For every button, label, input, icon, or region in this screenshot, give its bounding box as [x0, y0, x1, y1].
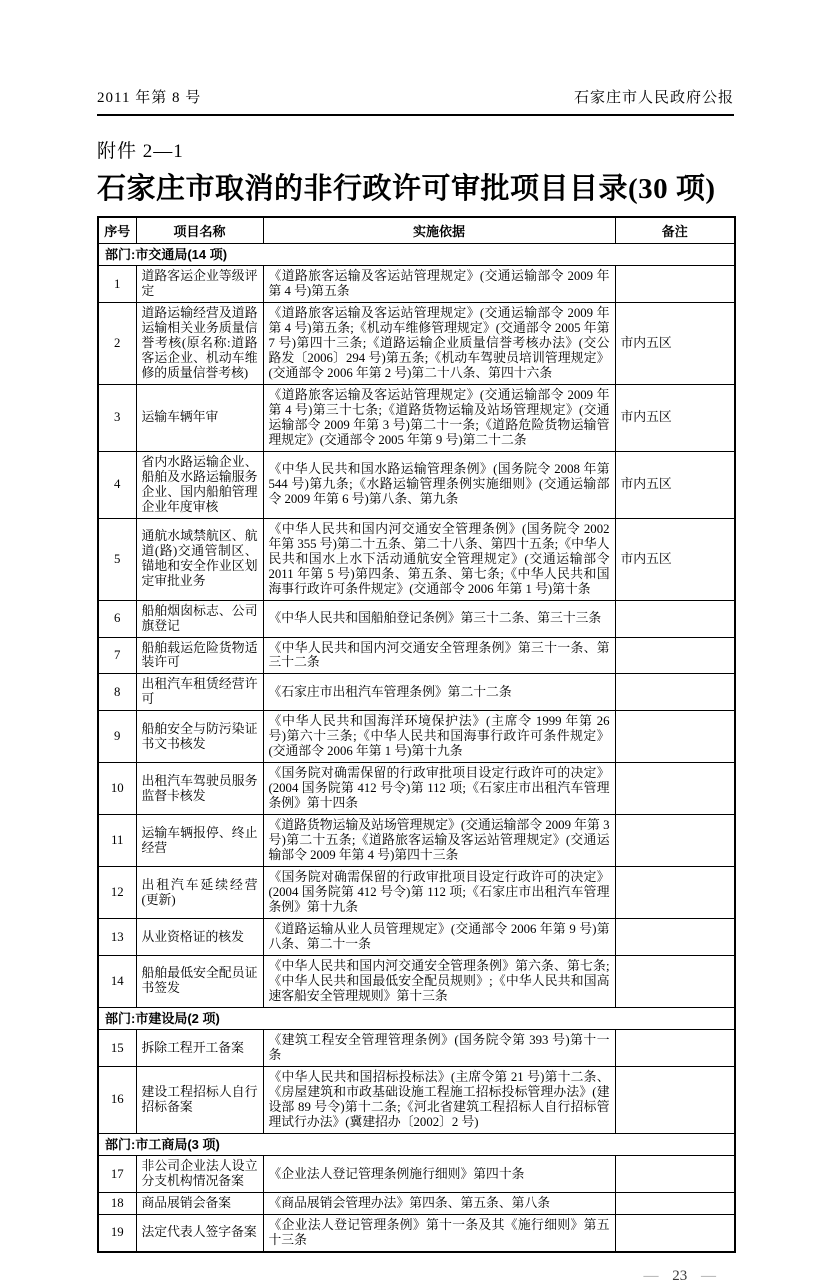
table-row: [98, 815, 735, 867]
table-row: [98, 1156, 735, 1193]
footer-dash-left: —: [643, 1267, 659, 1284]
item-name-cell: 船舶最低安全配员证书签发: [136, 955, 263, 1007]
item-name-cell: 道路运输经营及道路运输相关业务质量信誉考核(原名称:道路客运企业、机动车维修的质量信誉考核): [136, 303, 263, 385]
row-number-cell: 13: [98, 919, 136, 956]
basis-cell: 《道路货物运输及站场管理规定》(交通运输部令 2009 年第 3 号)第二十五条;《道路旅客运输及客运站管理规定》(交通运输部令 2009 年第 4 号)第四十三条: [263, 815, 615, 867]
basis-cell: 《道路运输从业人员管理规定》(交通部令 2006 年第 9 号)第八条、第二十一条: [263, 919, 615, 956]
remark-cell: [615, 600, 735, 637]
remark-cell: [615, 266, 735, 303]
remark-cell: [615, 867, 735, 919]
remark-cell: 市内五区: [615, 451, 735, 518]
row-number-cell: 12: [98, 867, 136, 919]
remark-cell: 市内五区: [615, 303, 735, 385]
remark-cell: [615, 674, 735, 711]
department-label: 部门:市工商局(3 项): [98, 1133, 735, 1155]
basis-cell: 《中华人民共和国水路运输管理条例》(国务院令 2008 年第 544 号)第九条;《水路运输管理条例实施细则》(交通运输部令 2009 年第 6 号)第八条、第九条: [263, 451, 615, 518]
basis-cell: 《中华人民共和国内河交通安全管理条例》第三十一条、第三十二条: [263, 637, 615, 674]
table-row: [98, 919, 735, 956]
page: [97, 0, 734, 1285]
remark-cell: 市内五区: [615, 384, 735, 451]
item-name-cell: 运输车辆报停、终止经营: [136, 815, 263, 867]
basis-cell: 《国务院对确需保留的行政审批项目设定行政许可的决定》(2004 国务院第 412 号令)第 112 项;《石家庄市出租汽车管理条例》第十九条: [263, 867, 615, 919]
table-row: [98, 384, 735, 451]
table-header-row: [98, 217, 735, 244]
row-number-cell: 15: [98, 1030, 136, 1067]
column-header: 项目名称: [136, 217, 263, 244]
table-row: [98, 867, 735, 919]
item-name-cell: 出租汽车租赁经营许可: [136, 674, 263, 711]
row-number-cell: 9: [98, 711, 136, 763]
row-number-cell: 5: [98, 518, 136, 600]
basis-cell: 《企业法人登记管理条例施行细则》第四十条: [263, 1156, 615, 1193]
remark-cell: [615, 1030, 735, 1067]
item-name-cell: 建设工程招标人自行招标备案: [136, 1067, 263, 1134]
item-name-cell: 出租汽车驾驶员服务监督卡核发: [136, 763, 263, 815]
remark-cell: 市内五区: [615, 518, 735, 600]
row-number-cell: 18: [98, 1193, 136, 1215]
table-row: [98, 600, 735, 637]
page-title: 石家庄市取消的非行政许可审批项目目录(30 项): [97, 173, 716, 205]
item-name-cell: 非公司企业法人设立分支机构情况备案: [136, 1156, 263, 1193]
item-name-cell: 拆除工程开工备案: [136, 1030, 263, 1067]
table-row: [98, 711, 735, 763]
row-number-cell: 3: [98, 384, 136, 451]
row-number-cell: 14: [98, 955, 136, 1007]
row-number-cell: 19: [98, 1214, 136, 1251]
remark-cell: [615, 711, 735, 763]
remark-cell: [615, 815, 735, 867]
row-number-cell: 1: [98, 266, 136, 303]
basis-cell: 《建筑工程安全管理管理条例》(国务院令第 393 号)第十一条: [263, 1030, 615, 1067]
footer-dash-right: —: [701, 1267, 716, 1284]
remark-cell: [615, 1156, 735, 1193]
page-footer: [97, 1268, 734, 1285]
table-row: [98, 1067, 735, 1134]
attachment-label: 附件 2—1: [97, 141, 184, 162]
remark-cell: [615, 1193, 735, 1215]
header-rule: [97, 114, 734, 116]
item-name-cell: 省内水路运输企业、船舶及水路运输服务企业、国内船舶管理企业年度审核: [136, 451, 263, 518]
row-number-cell: 7: [98, 637, 136, 674]
table-row: [98, 266, 735, 303]
basis-cell: 《中华人民共和国内河交通安全管理条例》(国务院令 2002 年第 355 号)第二十五条、第二十八条、第四十五条;《中华人民共和国水上水下活动通航安全管理规定》(交通运输部令 2011 年第 5 号)第四条、第五条、第七条;《中华人民共和国海事行政许可条件规定》(交通部令 2006 年第 1 号)第十条: [263, 518, 615, 600]
table-row: [98, 763, 735, 815]
item-name-cell: 通航水域禁航区、航道(路)交通管制区、锚地和安全作业区划定审批业务: [136, 518, 263, 600]
department-row: [98, 1133, 735, 1155]
remark-cell: [615, 763, 735, 815]
remark-cell: [615, 1067, 735, 1134]
page-number: 23: [672, 1267, 688, 1284]
item-name-cell: 运输车辆年审: [136, 384, 263, 451]
basis-cell: 《道路旅客运输及客运站管理规定》(交通运输部令 2009 年第 4 号)第三十七条;《道路货物运输及站场管理规定》(交通运输部令 2009 年第 3 号)第二十一条;《道路危险货物运输管理规定》(交通部令 2005 年第 9 号)第二十二条: [263, 384, 615, 451]
item-name-cell: 法定代表人签字备案: [136, 1214, 263, 1251]
department-label: 部门:市交通局(14 项): [98, 244, 735, 266]
table-row: [98, 451, 735, 518]
column-header: 备注: [615, 217, 735, 244]
table-row: [98, 955, 735, 1007]
table-row: [98, 518, 735, 600]
table-body: [98, 244, 735, 1252]
table-row: [98, 674, 735, 711]
department-row: [98, 244, 735, 266]
item-name-cell: 商品展销会备案: [136, 1193, 263, 1215]
basis-cell: 《商品展销会管理办法》第四条、第五条、第八条: [263, 1193, 615, 1215]
row-number-cell: 17: [98, 1156, 136, 1193]
item-name-cell: 从业资格证的核发: [136, 919, 263, 956]
issue-number: 2011 年第 8 号: [97, 90, 202, 106]
row-number-cell: 8: [98, 674, 136, 711]
table-row: [98, 1030, 735, 1067]
basis-cell: 《道路旅客运输及客运站管理规定》(交通运输部令 2009 年第 4 号)第五条;《机动车维修管理规定》(交通部令 2005 年第 7 号)第四十三条;《道路运输企业质量信誉考核办法》(交公路发〔2006〕294 号)第五条;《机动车驾驶员培训管理规定》(交通部令 2006 年第 2 号)第二十八条、第四十六条: [263, 303, 615, 385]
basis-cell: 《石家庄市出租汽车管理条例》第二十二条: [263, 674, 615, 711]
basis-cell: 《道路旅客运输及客运站管理规定》(交通运输部令 2009 年第 4 号)第五条: [263, 266, 615, 303]
row-number-cell: 4: [98, 451, 136, 518]
page-header: [97, 86, 734, 107]
approval-items-table: [97, 216, 736, 1253]
table-row: [98, 1193, 735, 1215]
basis-cell: 《中华人民共和国船舶登记条例》第三十二条、第三十三条: [263, 600, 615, 637]
table-row: [98, 637, 735, 674]
table-row: [98, 1214, 735, 1251]
basis-cell: 《中华人民共和国海洋环境保护法》(主席令 1999 年第 26 号)第六十三条;《中华人民共和国海事行政许可条件规定》(交通部令 2006 年第 1 号)第十九条: [263, 711, 615, 763]
column-header: 序号: [98, 217, 136, 244]
item-name-cell: 船舶安全与防污染证书文书核发: [136, 711, 263, 763]
row-number-cell: 6: [98, 600, 136, 637]
row-number-cell: 2: [98, 303, 136, 385]
item-name-cell: 船舶载运危险货物适装许可: [136, 637, 263, 674]
remark-cell: [615, 919, 735, 956]
department-label: 部门:市建设局(2 项): [98, 1007, 735, 1029]
item-name-cell: 道路客运企业等级评定: [136, 266, 263, 303]
column-header: 实施依据: [263, 217, 615, 244]
basis-cell: 《国务院对确需保留的行政审批项目设定行政许可的决定》(2004 国务院第 412 号令)第 112 项;《石家庄市出租汽车管理条例》第十四条: [263, 763, 615, 815]
row-number-cell: 10: [98, 763, 136, 815]
basis-cell: 《中华人民共和国招标投标法》(主席令第 21 号)第十二条、《房屋建筑和市政基础设施工程施工招标投标管理办法》(建设部 89 号令)第十二条;《河北省建筑工程招标人自行招标管理试行办法》(冀建招办〔2002〕2 号): [263, 1067, 615, 1134]
row-number-cell: 11: [98, 815, 136, 867]
table-row: [98, 303, 735, 385]
item-name-cell: 船舶烟囱标志、公司旗登记: [136, 600, 263, 637]
remark-cell: [615, 637, 735, 674]
gazette-title: 石家庄市人民政府公报: [573, 90, 734, 106]
remark-cell: [615, 1214, 735, 1251]
basis-cell: 《企业法人登记管理条例》第十一条及其《施行细则》第五十三条: [263, 1214, 615, 1251]
remark-cell: [615, 955, 735, 1007]
row-number-cell: 16: [98, 1067, 136, 1134]
basis-cell: 《中华人民共和国内河交通安全管理条例》第六条、第七条;《中华人民共和国最低安全配员规则》;《中华人民共和国高速客船安全管理规则》第十三条: [263, 955, 615, 1007]
department-row: [98, 1007, 735, 1029]
item-name-cell: 出租汽车延续经营(更新): [136, 867, 263, 919]
